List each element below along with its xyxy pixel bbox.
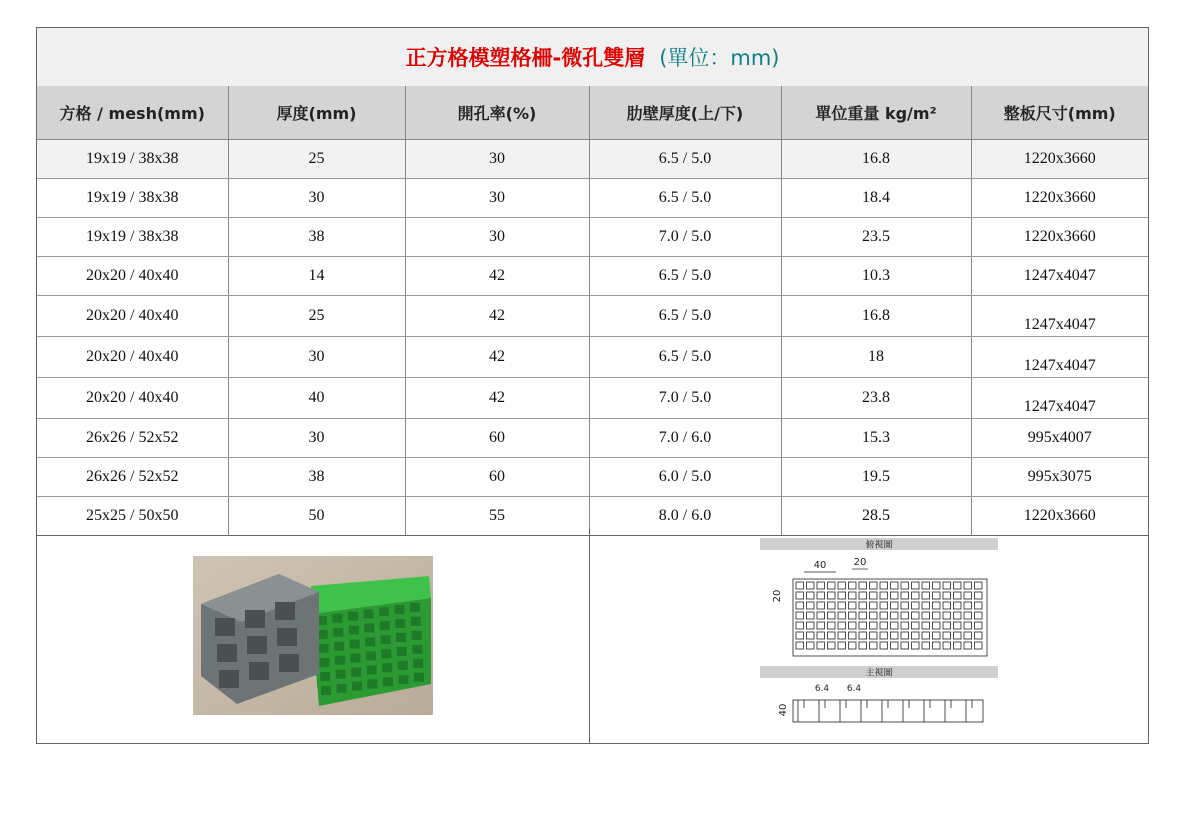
table-header-row [37,86,1148,140]
top-view-label: 俯視圖 [865,540,893,551]
cell-bar-thickness: 6.5 / 5.0 [589,296,781,337]
cell-open-rate: 30 [405,179,589,218]
header-mesh: 方格 / mesh(mm) [37,86,228,140]
cell-thickness: 25 [228,296,405,337]
cell-bar-thickness: 7.0 / 5.0 [589,378,781,419]
cell-thickness: 38 [228,458,405,497]
cell-weight: 18 [781,337,971,378]
cell-open-rate: 42 [405,378,589,419]
cell-weight: 16.8 [781,296,971,337]
spec-table [37,86,1148,536]
cell-weight: 28.5 [781,497,971,536]
cell-thickness: 25 [228,140,405,179]
table-row [37,140,1148,179]
cell-mesh: 19x19 / 38x38 [37,179,228,218]
cell-open-rate: 30 [405,218,589,257]
cell-open-rate: 55 [405,497,589,536]
green-grating [311,576,431,706]
cell-bar-thickness: 6.5 / 5.0 [589,179,781,218]
dim-20-side-label: 20 [772,589,783,603]
cell-mesh: 20x20 / 40x40 [37,378,228,419]
table-row [37,296,1148,337]
header-panel-size: 整板尺寸(mm) [971,86,1148,140]
cell-open-rate: 60 [405,458,589,497]
cell-bar-thickness: 8.0 / 6.0 [589,497,781,536]
cell-bar-thickness: 6.5 / 5.0 [589,257,781,296]
technical-drawing [760,538,998,733]
drawing-panel [590,528,1148,743]
unit-label: (單位：mm) [659,46,780,70]
cell-mesh: 25x25 / 50x50 [37,497,228,536]
dim-40-label: 40 [813,560,827,571]
cell-panel-size: 1220x3660 [971,179,1148,218]
table-row [37,378,1148,419]
cell-open-rate: 42 [405,257,589,296]
cell-open-rate: 30 [405,140,589,179]
cell-mesh: 19x19 / 38x38 [37,218,228,257]
table-row [37,257,1148,296]
cell-mesh: 20x20 / 40x40 [37,337,228,378]
cell-weight: 19.5 [781,458,971,497]
cell-thickness: 30 [228,337,405,378]
cell-thickness: 38 [228,218,405,257]
cell-open-rate: 42 [405,296,589,337]
page-title: 正方格模塑格柵-微孔雙層 [405,46,646,70]
cell-bar-thickness: 7.0 / 5.0 [589,218,781,257]
cell-panel-size: 1247x4047 [971,257,1148,296]
table-row [37,458,1148,497]
cell-weight: 23.8 [781,378,971,419]
cell-open-rate: 60 [405,419,589,458]
header-open-rate: 開孔率(%) [405,86,589,140]
cell-panel-size: 1247x4047 [971,378,1148,419]
cell-mesh: 19x19 / 38x38 [37,140,228,179]
dim-20-label: 20 [853,557,867,568]
cell-mesh: 26x26 / 52x52 [37,419,228,458]
cell-bar-thickness: 6.5 / 5.0 [589,337,781,378]
cell-weight: 23.5 [781,218,971,257]
cell-thickness: 14 [228,257,405,296]
cell-bar-thickness: 6.0 / 5.0 [589,458,781,497]
cell-open-rate: 42 [405,337,589,378]
cell-mesh: 26x26 / 52x52 [37,458,228,497]
cell-panel-size: 1220x3660 [971,140,1148,179]
dim-6-4-a-label: 6.4 [814,684,830,694]
header-thickness: 厚度(mm) [228,86,405,140]
grating-photo [193,556,433,715]
cell-bar-thickness: 6.5 / 5.0 [589,140,781,179]
header-bar-thickness: 肋壁厚度(上/下) [589,86,781,140]
front-view-label: 主視圖 [865,668,893,679]
spec-sheet [36,27,1149,744]
title-row [37,28,1148,87]
dim-6-4-b-label: 6.4 [846,684,862,694]
cell-thickness: 50 [228,497,405,536]
image-row [37,528,1148,743]
cell-mesh: 20x20 / 40x40 [37,296,228,337]
table-row [37,337,1148,378]
cell-panel-size: 1220x3660 [971,497,1148,536]
cell-panel-size: 995x3075 [971,458,1148,497]
cell-weight: 16.8 [781,140,971,179]
cell-panel-size: 1247x4047 [971,296,1148,337]
cell-thickness: 30 [228,419,405,458]
table-row [37,179,1148,218]
dim-40-side-label: 40 [778,703,789,717]
cell-weight: 15.3 [781,419,971,458]
cell-weight: 18.4 [781,179,971,218]
cell-panel-size: 1220x3660 [971,218,1148,257]
cell-mesh: 20x20 / 40x40 [37,257,228,296]
cell-bar-thickness: 7.0 / 6.0 [589,419,781,458]
cell-panel-size: 995x4007 [971,419,1148,458]
table-row [37,419,1148,458]
cell-weight: 10.3 [781,257,971,296]
photo-panel [37,528,590,743]
header-weight: 單位重量 kg/m² [781,86,971,140]
cell-thickness: 30 [228,179,405,218]
cell-thickness: 40 [228,378,405,419]
cell-panel-size: 1247x4047 [971,337,1148,378]
table-row [37,218,1148,257]
